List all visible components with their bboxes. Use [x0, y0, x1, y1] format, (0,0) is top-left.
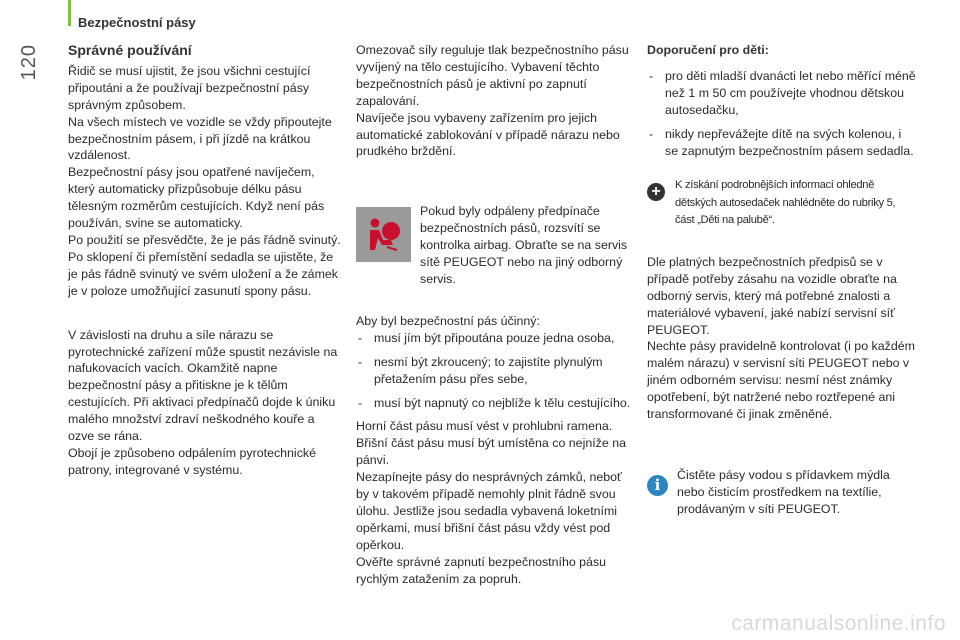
- paragraph: Na všech místech ve vozidle se vždy připoutejte bezpečnostním pásem, i při jízdě na krátkou vzdálenost.: [68, 114, 332, 163]
- watermark: carmanualsonline.info: [731, 612, 946, 635]
- heading-children: Doporučení pro děti:: [647, 43, 769, 57]
- paragraph: Bezpečnostní pásy jsou opatřené navíječem, který automaticky přizpůsobuje délku pásu tělesným rozměrům cestujících. Když není pás používán, svine se automaticky.: [68, 165, 325, 231]
- header-accent-bar: [68, 0, 71, 26]
- children-list: [647, 68, 917, 160]
- paragraph: Dle platných bezpečnostních předpisů se v případě potřeby zásahu na vozidle obraťte na odborný servis, který má potřebné znalosti a materiálové vybavení, jaké nabízí servisní síť PEUGEOT.: [647, 254, 897, 337]
- airbag-note: [356, 203, 636, 288]
- paragraph: Břišní část pásu musí být umístěna co nejníže na pánvi.: [356, 436, 626, 468]
- more-info-text: K získání podrobnějších informací ohledně dětských autosedaček nahlédněte do rubriky 5, část „Děti na palubě“.: [675, 179, 896, 227]
- info-icon: i: [647, 475, 668, 496]
- section-title: Bezpečnostní pásy: [78, 15, 196, 30]
- paragraph: Omezovač síly reguluje tlak bezpečnostního pásu vyvíjený na tělo cestujícího. Vybavení těchto bezpečnostních pásů je aktivní po zapnutí zapalování.: [356, 43, 629, 108]
- column-1: [68, 42, 343, 479]
- paragraph: Navíječe jsou vybaveny zařízením pro jejich automatické zablokování v případě nárazu nebo prudkého brždění.: [356, 110, 620, 159]
- more-info-note: [647, 177, 917, 230]
- paragraph: Řidič se musí ujistit, že jsou všichni cestující připoutáni a že používají bezpečnostní pásy správným způsobem.: [68, 63, 311, 112]
- paragraph: Horní část pásu musí vést v prohlubni ramena.: [356, 419, 613, 434]
- paragraph: Nechte pásy pravidelně kontrolovat (i po každém malém nárazu) v servisní síti PEUGEOT nebo v jiném odborném servisu: nesmí nést známky opotřebení, být natržené nebo roztřepené ani transformované či jinak změněné.: [647, 339, 915, 422]
- paragraph: Obojí je způsobeno odpálením pyrotechnické patrony, integrované v systému.: [68, 445, 316, 477]
- list-item: - musí být napnutý co nejblíže k tělu cestujícího.: [356, 395, 636, 412]
- paragraph: Po použití se přesvědčte, že je pás řádně svinutý.: [68, 232, 341, 247]
- info-note-text: Čistěte pásy vodou s přídavkem mýdla nebo čisticím prostředkem na textílie, prodávaným v síti PEUGEOT.: [677, 468, 890, 516]
- list-item: - pro děti mladší dvanácti let nebo měřící méně než 1 m 50 cm používejte vhodnou dětskou autosedačku,: [647, 68, 917, 119]
- effective-list: [356, 330, 636, 412]
- paragraph: Ověřte správné zapnutí bezpečnostního pásu rychlým zatažením za popruh.: [356, 554, 607, 586]
- info-note: [647, 467, 917, 518]
- paragraph: Po sklopení či přemístění sedadla se ujistěte, že je pás řádně svinutý ve svém uložení a že zámek je v poloze umožňující zasunutí spony pásu.: [68, 249, 338, 298]
- airbag-warning-lamp-icon: [356, 207, 411, 262]
- page-number: 120: [18, 44, 40, 81]
- list-item: - nikdy nepřevážejte dítě na svých kolenou, i se zapnutým bezpečnostním pásem sedadla.: [647, 126, 917, 160]
- paragraph: Aby byl bezpečnostní pás účinný:: [356, 313, 540, 328]
- paragraph: V závislosti na druhu a síle nárazu se pyrotechnické zařízení může spustit nezávisle na nafukovacích vacích. Okamžitě napne bezpečnostní pásy a přitiskne je k tělům cestujících. Při aktivaci předpínačů dojde k úniku malého množství zdraví neškodného kouře a ozve se rána.: [68, 327, 338, 444]
- heading-correct-use: Správné používání: [68, 42, 192, 58]
- list-item: - musí jím být připoutána pouze jedna osoba,: [356, 330, 636, 347]
- column-2: [356, 42, 636, 587]
- airbag-note-text: Pokud byly odpáleny předpínače bezpečnostních pásů, rozsvítí se kontrolka airbag. Obraťte se na servis sítě PEUGEOT nebo na jiný odborný servis.: [420, 204, 628, 286]
- column-3: [647, 42, 917, 518]
- paragraph: Nezapínejte pásy do nesprávných zámků, neboť by v takovém případě nemohly plnit řádně svou úlohu. Jestliže jsou sedadla vybavená loketními opěrkami, musí břišní část pásu vždy vést pod opěrkou.: [356, 470, 622, 552]
- plus-icon: +: [647, 183, 665, 201]
- list-item: - nesmí být zkroucený; to zajistíte plynulým přetažením pásu přes sebe,: [356, 354, 636, 388]
